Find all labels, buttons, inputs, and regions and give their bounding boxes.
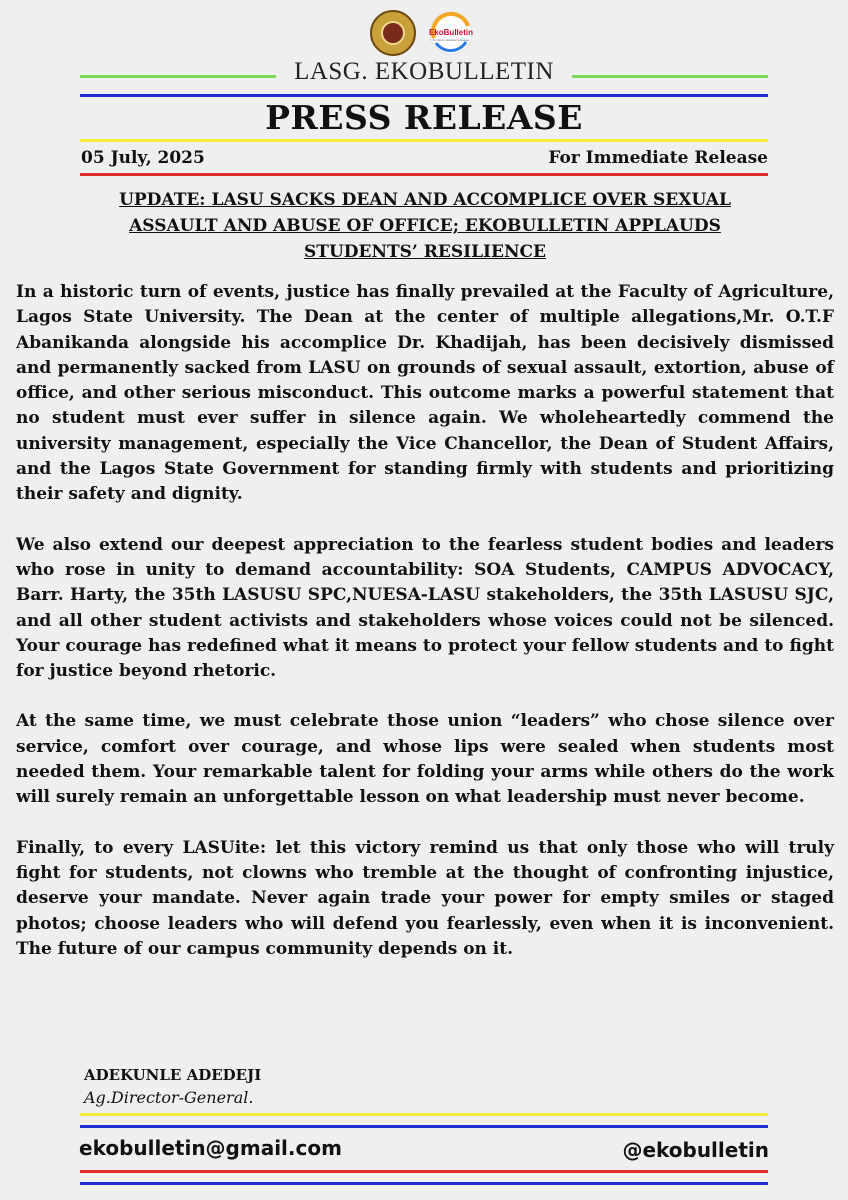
ekobulletin-logo-tagline: For Inform, Empower & Engage — [432, 39, 470, 42]
footer-rule-red — [80, 1170, 768, 1173]
footer-rule-yellow — [80, 1113, 768, 1116]
footer-rule-blue-bottom — [80, 1182, 768, 1185]
release-note: For Immediate Release — [548, 148, 768, 168]
title-divider — [80, 139, 768, 142]
lagos-state-seal-icon — [370, 10, 416, 56]
paragraph: In a historic turn of events, justice has finally prevailed at the Faculty of Agriculture, Lagos State University. The Dean at the center of multiple allegations,Mr. O.T.F Abanikanda alongside his accomplice Dr. Khadijah, has been decisively dismissed and permanently sacked from LASU on grounds of sexual assault, extortion, abuse of office, and other serious misconduct. This outcome marks a powerful statement that no student must ever suffer in silence again. We wholeheartedly commend the university management, especially the Vice Chancellor, the Dean of Student Affairs, and the Lagos State Government for standing firmly with students and prioritizing their safety and dignity. — [16, 282, 834, 505]
contact-email[interactable]: ekobulletin@gmail.com — [79, 1136, 342, 1160]
headline: UPDATE: LASU SACKS DEAN AND ACCOMPLICE OVER SEXUAL ASSAULT AND ABUSE OF OFFICE; EKOBULLETIN APPLAUDS STUDENTS’ RESILIENCE — [119, 190, 731, 262]
ekobulletin-logo-text: EkoBulletin — [428, 28, 474, 37]
masthead-rule-right — [572, 75, 768, 78]
date-divider — [80, 173, 768, 176]
paragraph: At the same time, we must celebrate those union “leaders” who chose silence over service, comfort over courage, and whose lips were sealed when students most needed them. Your remarkable talent for folding your arms while others do the work will surely remain an unforgettable lesson on what leadership must never become. — [16, 711, 834, 808]
press-body — [16, 280, 834, 987]
masthead-title: LASG. EKOBULLETIN — [294, 58, 554, 85]
paragraph: Finally, to every LASUite: let this victory remind us that only those who will truly fight for students, not clowns who tremble at the thought of confronting injustice, deserve your mandate. Never again trade your power for empty smiles or staged photos; choose leaders who will defend you fearlessly, even when it is inconvenient. The future of our campus community depends on it. — [16, 837, 834, 959]
social-handle[interactable]: @ekobulletin — [622, 1138, 769, 1162]
signatory-title: Ag.Director-General. — [84, 1088, 254, 1107]
footer-rule-blue — [80, 1125, 768, 1128]
masthead-rule-left — [80, 75, 276, 78]
ekobulletin-logo-icon — [428, 10, 474, 56]
masthead-divider — [80, 94, 768, 97]
press-release-title: PRESS RELEASE — [265, 98, 583, 137]
release-date: 05 July, 2025 — [81, 148, 205, 168]
signatory-name: ADEKUNLE ADEDEJI — [84, 1066, 262, 1084]
paragraph: We also extend our deepest appreciation to the fearless student bodies and leaders who rose in unity to demand accountability: SOA Students, CAMPUS ADVOCACY, Barr. Harty, the 35th LASUSU SPC,NUESA-LASU stakeholders, the 35th LASUSU SJC, and all other student activists and stakeholders whose voices could not be silenced. Your courage has redefined what it means to protect your fellow students and to fight for justice beyond rhetoric. — [16, 534, 834, 682]
